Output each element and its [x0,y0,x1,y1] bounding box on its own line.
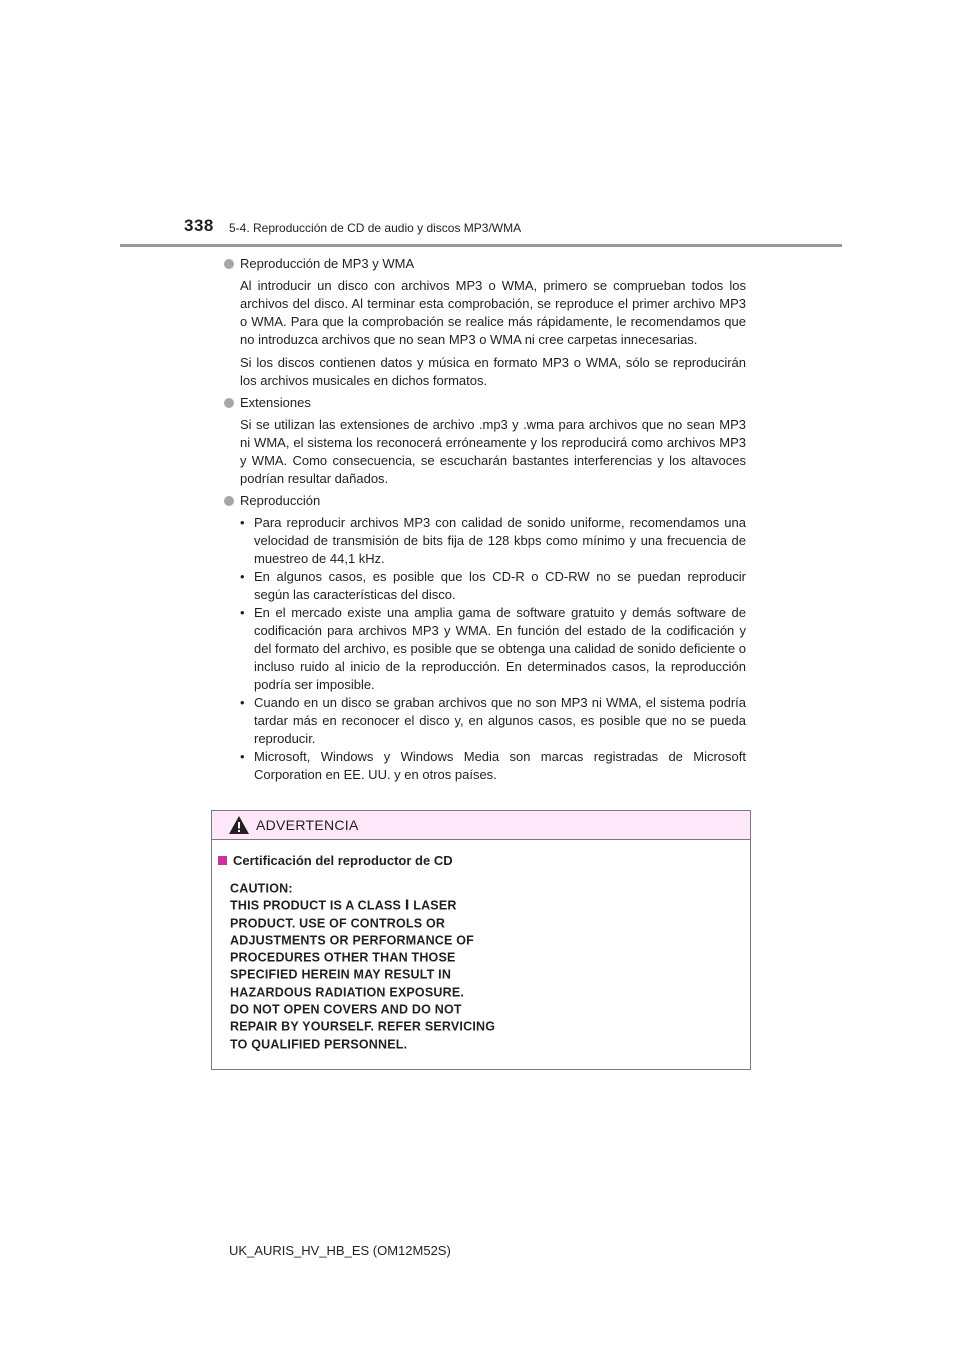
label-line: THIS PRODUCT IS A CLASS Ⅰ LASER [230,898,457,913]
circle-bullet-icon [224,398,234,408]
list-item-text: En algunos casos, es posible que los CD-R o CD-RW no se puedan reproducir según las características del disco. [254,569,746,602]
bullet-mark: • [240,515,245,530]
warning-title: ADVERTENCIA [256,817,359,833]
section-mp3-wma [224,255,746,390]
label-line: CAUTION: [230,881,293,896]
heading-text: Reproducción de MP3 y WMA [240,256,415,271]
bullet-mark: • [240,569,245,584]
list-item [240,604,746,694]
section-heading [224,394,746,412]
label-line: SPECIFIED HEREIN MAY RESULT IN [230,967,452,983]
warning-triangle-icon [228,815,250,840]
paragraph: Si los discos contienen datos y música en formato MP3 o WMA, sólo se reproducirán los archivos musicales en dichos formatos. [240,355,746,388]
circle-bullet-icon [224,259,234,269]
section-extensions [224,394,746,488]
warning-header [212,811,750,840]
section-heading [224,492,746,510]
paragraph: Al introducir un disco con archivos MP3 o WMA, primero se comprueban todos los archivos del disco. Al terminar esta comprobación, se reproduce el primer archivo MP3 o WMA. Para que la comprobación se realice más rápidamente, le recomendamos que no introduzca archivos que no sean MP3 o WMA ni cree carpetas innecesarias. [240,278,746,347]
list-item-text: Cuando en un disco se graban archivos que no son MP3 ni WMA, el sistema podría tardar más en reconocer el disco y, en algunos casos, es posible que no se pueda reproducir. [254,695,746,746]
section-playback [224,492,746,784]
warning-subheading [218,853,453,868]
label-line: REPAIR BY YOURSELF. REFER SERVICING [230,1019,496,1034]
bullet-list [240,514,746,784]
list-item-text: Microsoft, Windows y Windows Media son marcas registradas de Microsoft Corporation en EE. UU. y en otros países. [254,749,746,782]
section-title: 5-4. Reproducción de CD de audio y discos MP3/WMA [229,221,522,235]
square-bullet-icon [218,856,227,865]
list-item [240,568,746,604]
bullet-mark: • [240,605,245,620]
label-line: PROCEDURES OTHER THAN THOSE [230,950,456,965]
warning-box [211,810,751,1070]
section-heading [224,255,746,273]
label-line: DO NOT OPEN COVERS AND DO NOT [230,1002,462,1017]
footer-doc-code: UK_AURIS_HV_HB_ES (OM12M52S) [229,1243,451,1258]
heading-text: Reproducción [240,493,321,508]
list-item [240,748,746,784]
list-item [240,514,746,568]
list-item-text: En el mercado existe una amplia gama de software gratuito y demás software de codificación para archivos MP3 y WMA. En función del estado de la codificación y del formato del archivo, es posible que se obtenga una calidad de sonido deficiente o incluso ruido al inicio de la reproducción. En determinados casos, la reproducción podría ser imposible. [254,605,746,692]
paragraph: Si se utilizan las extensiones de archivo .mp3 y .wma para archivos que no sean MP3 ni WMA, el sistema los reconocerá erróneamente y los reproducirá como archivos MP3 y WMA. Como consecuencia, se escucharán bastantes interferencias y los altavoces podrían resultar dañados. [240,417,746,486]
label-line: ADJUSTMENTS OR PERFORMANCE OF [230,932,475,948]
heading-text: Extensiones [240,395,311,410]
label-line: TO QUALIFIED PERSONNEL. [230,1036,408,1052]
warning-subheading-text: Certificación del reproductor de CD [233,853,453,868]
circle-bullet-icon [224,496,234,506]
list-item-text: Para reproducir archivos MP3 con calidad de sonido uniforme, recomendamos una velocidad de transmisión de bits fija de 128 kbps como mínimo y una frecuencia de muestreo de 44,1 kHz. [254,515,746,566]
page-number: 338 [184,216,214,235]
laser-caution-label [230,880,590,1053]
list-item [240,694,746,748]
main-content [224,255,746,784]
bullet-mark: • [240,749,245,764]
bullet-mark: • [240,695,245,710]
label-line: PRODUCT. USE OF CONTROLS OR [230,915,446,931]
label-line: HAZARDOUS RADIATION EXPOSURE. [230,984,465,1000]
header-rule [120,244,842,247]
